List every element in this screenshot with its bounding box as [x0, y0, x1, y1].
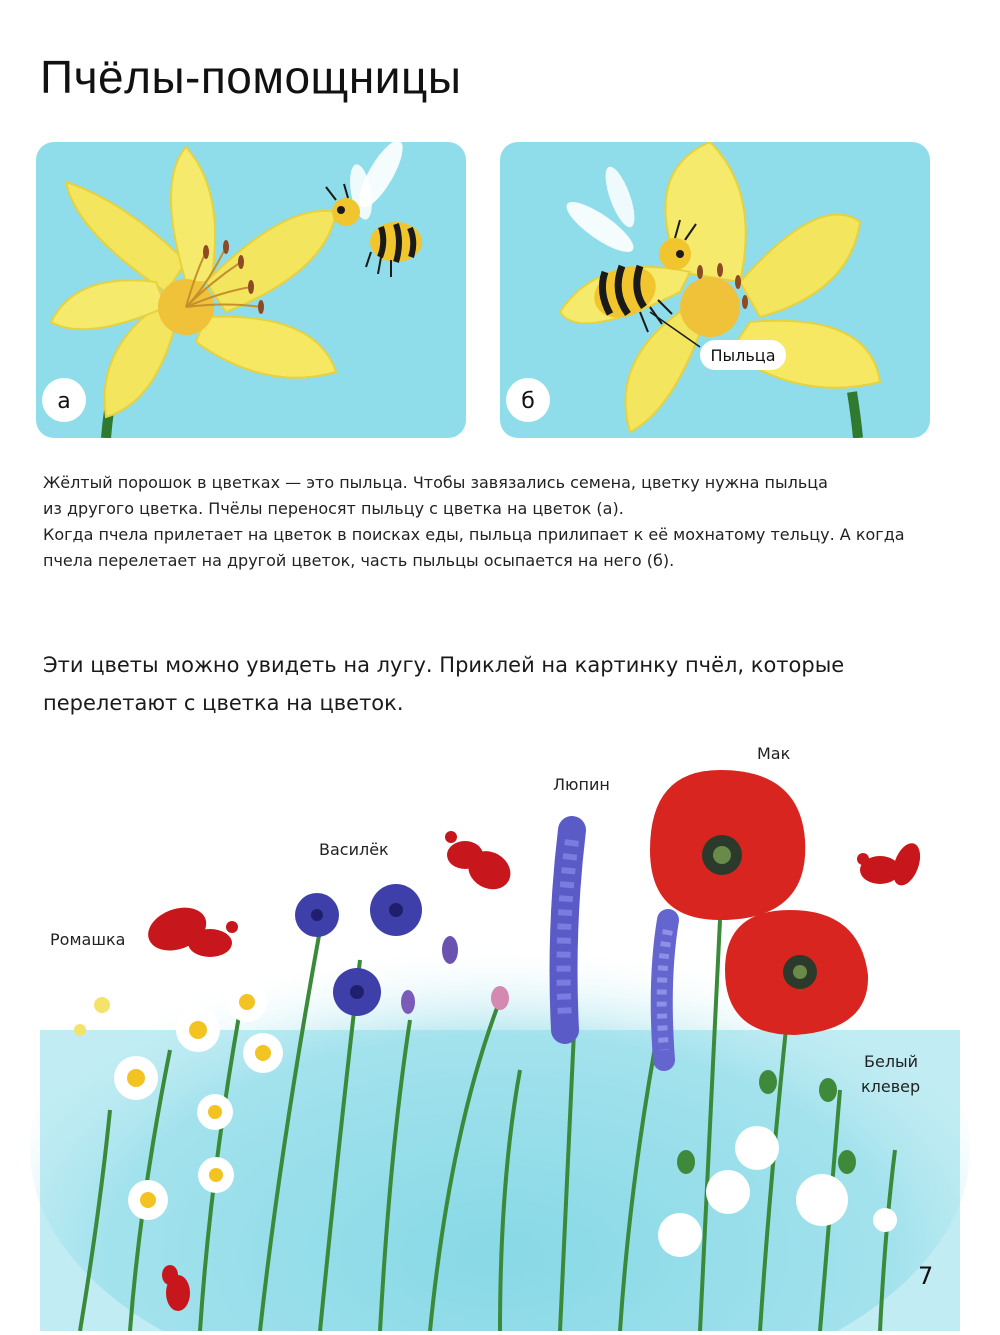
paragraph-line: Когда пчела прилетает на цветок в поисках еды, пыльца прилипает к её мохнатому тельцу. А когда: [43, 525, 905, 544]
explanation-paragraph: [43, 470, 943, 574]
bee-silhouette-icon: [142, 900, 238, 958]
panel-a-label: а: [57, 389, 71, 414]
paragraph-line: пчела перелетает на другой цветок, часть пыльцы осыпается на него (б).: [43, 551, 675, 570]
bee-silhouette-icon: [445, 831, 517, 897]
label-poppy: Мак: [757, 744, 791, 763]
label-lupin: Люпин: [553, 775, 610, 794]
illustration-panel-a: [36, 142, 466, 438]
paragraph-line: из другого цветка. Пчёлы переносят пыльцу с цветка на цветок (а).: [43, 499, 624, 518]
task-line: Эти цветы можно увидеть на лугу. Приклей на картинку пчёл, которые: [43, 653, 845, 677]
pollen-label: Пыльца: [710, 346, 776, 365]
label-clover-line2: клевер: [861, 1077, 921, 1096]
label-clover-line1: Белый: [864, 1052, 919, 1071]
bee-silhouette-icon: [857, 840, 925, 890]
page-number: 7: [918, 1262, 934, 1290]
panel-b-label: б: [521, 389, 535, 414]
task-line: перелетают с цветка на цветок.: [43, 691, 404, 715]
illustration-panel-b: [500, 142, 930, 438]
meadow-illustration: [0, 730, 1000, 1331]
task-instruction: [43, 646, 943, 722]
page-title: Пчёлы-помощницы: [40, 51, 462, 103]
paragraph-line: Жёлтый порошок в цветках — это пыльца. Чтобы завязались семена, цветку нужна пыльца: [43, 473, 828, 492]
label-cornflower: Василёк: [319, 840, 389, 859]
label-chamomile: Ромашка: [50, 930, 126, 949]
